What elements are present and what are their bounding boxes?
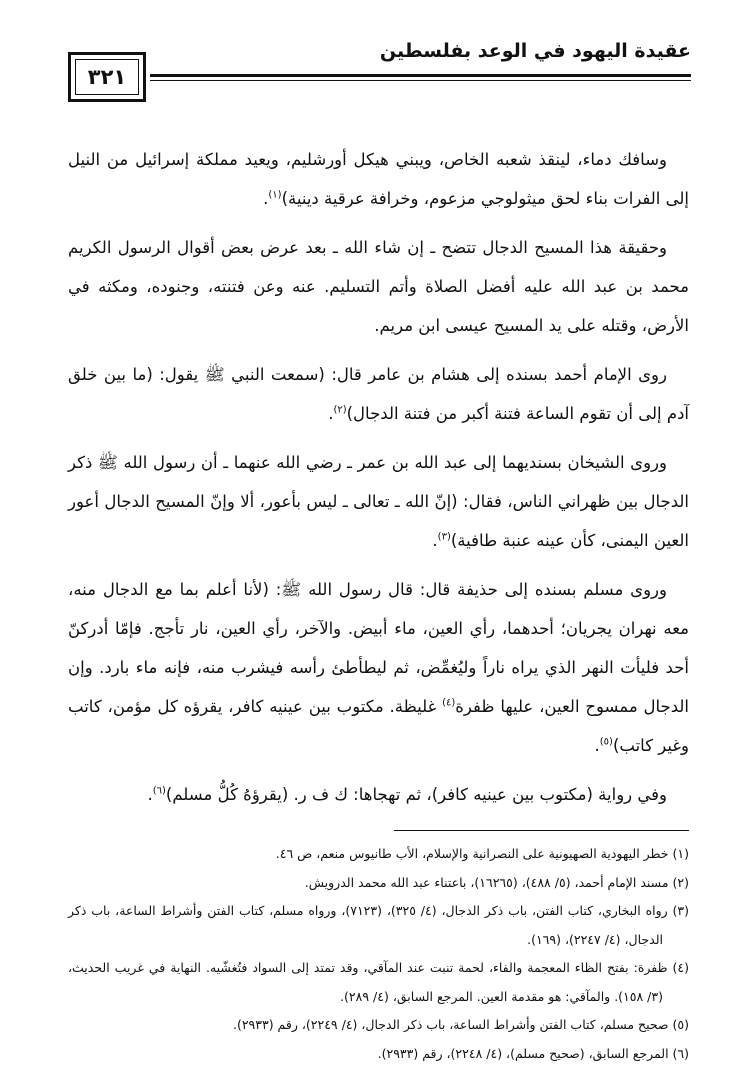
paragraph-5 — [68, 570, 689, 765]
footnote-marker: (٥) — [599, 736, 613, 748]
running-head-title: عقيدة اليهود في الوعد بفلسطين — [379, 40, 691, 62]
paragraph-text: وفي رواية (مكتوب بين عينيه كافر)، ثم تهجاها: ك ف ر. (يقرؤهُ كُلُّ مسلم) — [165, 785, 667, 804]
footnote-1: (١) خطر اليهودية الصهيونية على النصرانية والإسلام، الأب طانيوس منعم، ص ٤٦. — [275, 846, 689, 861]
footnote-marker: (٣) — [437, 531, 451, 543]
paragraph-tail: . — [263, 189, 269, 208]
footnote-marker: (٦) — [152, 785, 166, 797]
paragraph-text: وروى الشيخان بسنديهما إلى عبد الله بن عمر ـ رضي الله عنهما ـ أن رسول الله ﷺ ذكر الدجال بين ظهراني الناس، فقال: (إنّ الله ـ تعالى ـ ليس بأعور، ألا وإنّ المسيح الدجال أعور العين اليمنى، كأن عينه عنبة طافية) — [68, 453, 689, 550]
footnote-marker: (١) — [268, 189, 282, 201]
paragraph-4 — [68, 443, 689, 560]
paragraph-text: وحقيقة هذا المسيح الدجال تتضح ـ إن شاء الله ـ بعد عرض بعض أقوال الرسول الكريم محمد بن عبد الله عليه أفضل الصلاة وأتم التسليم. عنه وعن فتنته، وجنوده، ومكثه في الأرض، وقتله على يد المسيح عيسى ابن مريم. — [68, 238, 689, 335]
footnote-4: (٤) ظفرة: بفتح الظاء المعجمة والفاء، لحمة تنبت عند المآقي، وقد تمتد إلى السواد فتُغشّيه. النهاية في غريب الحديث، (٣/ ١٥٨). والمآقي: هو مقدمة العين. المرجع السابق، (٤/ ٢٨٩). — [68, 960, 689, 1004]
footnote-5: (٥) صحيح مسلم، كتاب الفتن وأشراط الساعة، باب ذكر الدجال، (٤/ ٢٢٤٩)، رقم (٢٩٣٣). — [232, 1017, 689, 1032]
paragraph-1 — [68, 140, 689, 218]
footnote-separator — [394, 830, 689, 831]
paragraph-tail: . — [328, 404, 334, 423]
paragraph-middle: غليظة. مكتوب بين عينيه كافر، يقرؤه كل مؤمن، كاتب وغير كاتب) — [68, 697, 689, 755]
footnote-marker: (٢) — [333, 404, 347, 416]
main-text — [68, 140, 689, 824]
footnote-3: (٣) رواه البخاري، كتاب الفتن، باب ذكر الدجال، (٤/ ٣٢٥)، (٧١٢٣)، ورواه مسلم، كتاب الفتن وأشراط الساعة، باب ذكر الدجال، (٤/ ٢٢٤٧)، (١٦٩). — [68, 903, 690, 947]
paragraph-tail: . — [147, 785, 153, 804]
paragraph-6 — [68, 775, 689, 814]
footnote-marker: (٤) — [442, 697, 456, 709]
paragraph-tail: . — [432, 531, 438, 550]
footnote-2: (٢) مسند الإمام أحمد، (٥/ ٤٨٨)، (١٦٢٦٥)، باعتناء عبد الله محمد الدرويش. — [304, 874, 689, 890]
header-rule-thick — [150, 74, 691, 77]
paragraph-2 — [68, 228, 689, 345]
paragraph-tail: . — [594, 736, 600, 755]
paragraph-text: وسافك دماء، لينقذ شعبه الخاص، ويبني هيكل أورشليم، ويعيد مملكة إسرائيل من النيل إلى الفرات بناء لحق ميثولوجي مزعوم، وخرافة عرقية دينية) — [68, 150, 689, 208]
header-rule-thin — [150, 80, 691, 81]
footnotes — [68, 840, 689, 1068]
page-number-box — [68, 52, 146, 102]
footnote-6: (٦) المرجع السابق، (صحيح مسلم)، (٤/ ٢٢٤٨)، رقم (٢٩٣٣). — [377, 1045, 689, 1061]
paragraph-3 — [68, 355, 689, 433]
paragraph-text: وروى مسلم بسنده إلى حذيفة قال: قال رسول الله ﷺ: (لأنا أعلم بما مع الدجال منه، معه نهران يجريان؛ أحدهما، رأي العين، ماء أبيض. والآخر، رأي العين، نار تأجج. فإمّا أدركنّ أحد فليأت النهر الذي يراه ناراً وليُغمِّض، ثم ليطأطئ رأسه فيشرب منه، فإنه ماء بارد. وإن الدجال ممسوح العين، عليها ظفرة — [68, 580, 689, 716]
paragraph-text: روى الإمام أحمد بسنده إلى هشام بن عامر قال: (سمعت النبي ﷺ يقول: (ما بين خلق آدم إلى أن تقوم الساعة فتنة أكبر من فتنة الدجال) — [68, 365, 689, 423]
page-number: ٣٢١ — [87, 65, 127, 89]
